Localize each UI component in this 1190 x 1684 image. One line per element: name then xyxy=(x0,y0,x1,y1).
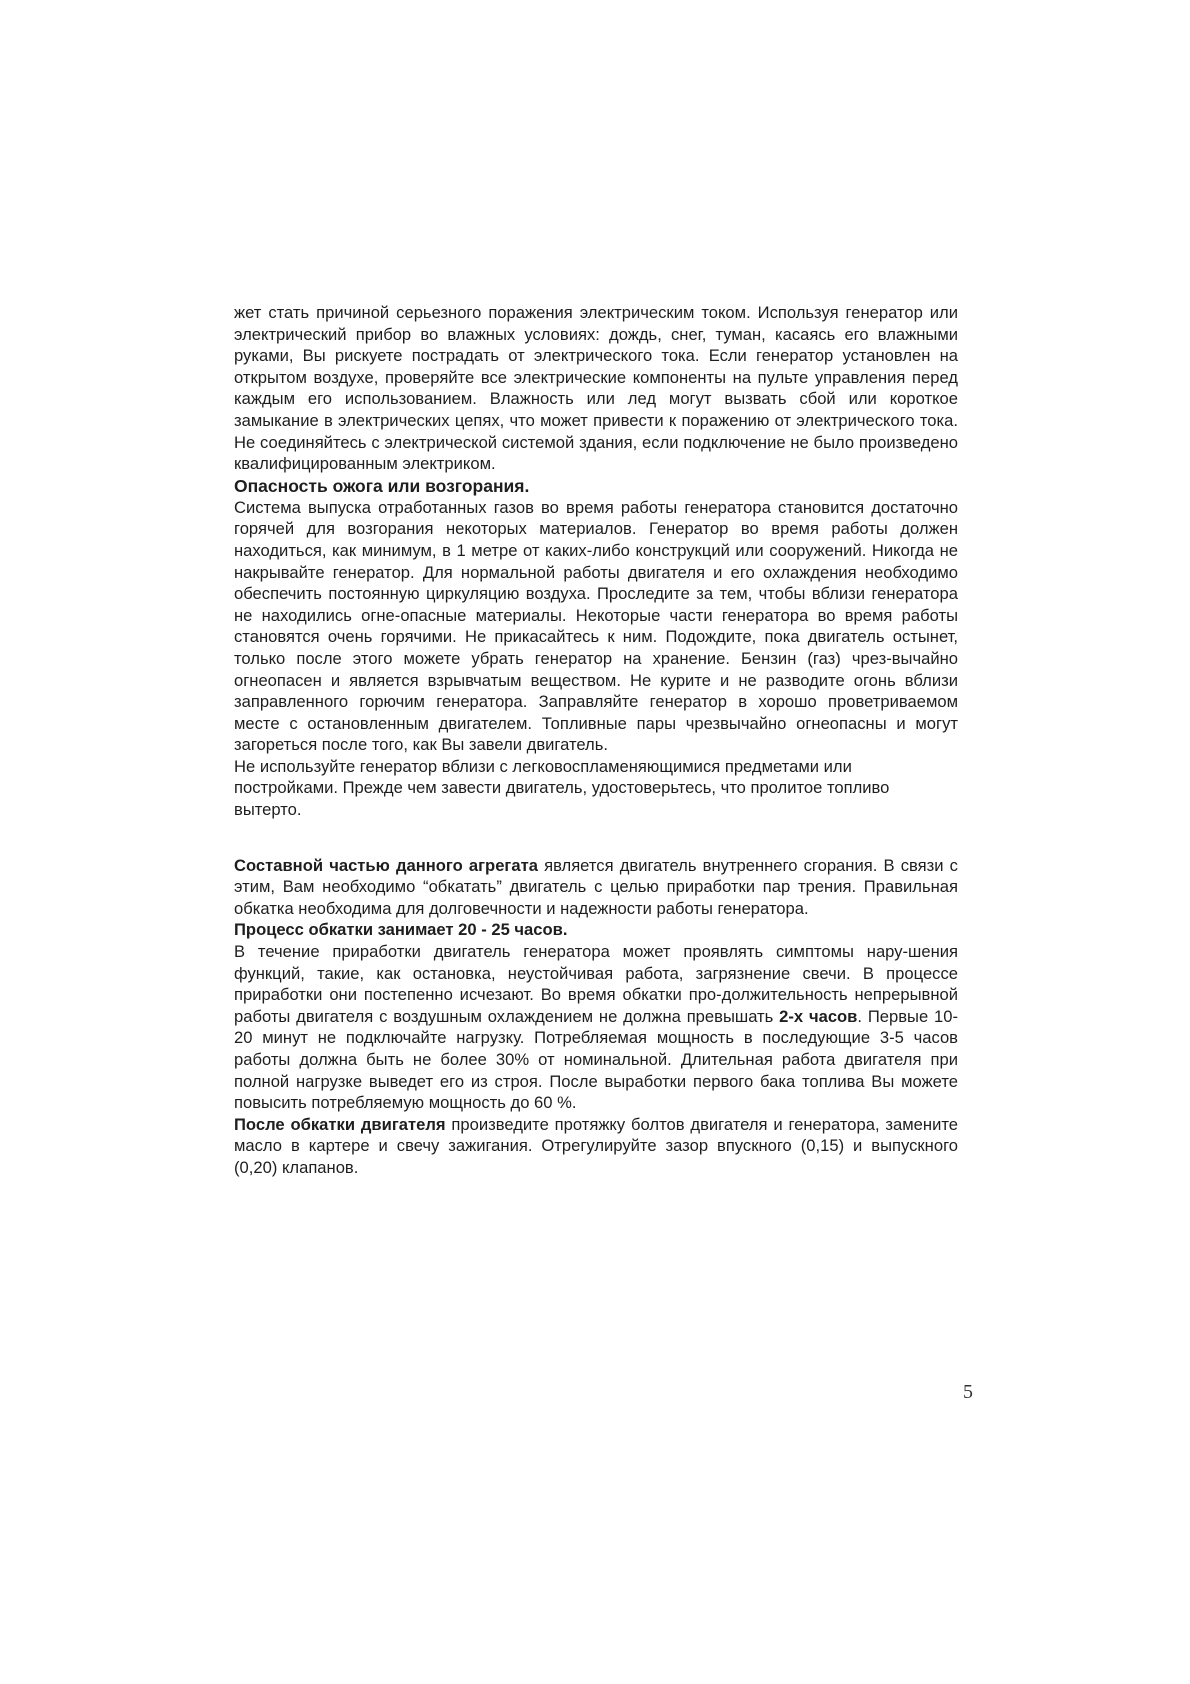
after-break-in-paragraph xyxy=(234,1114,958,1179)
engine-component-lead: Составной частью данного агрегата xyxy=(234,855,538,875)
section-spacer xyxy=(234,821,958,855)
engine-component-paragraph xyxy=(234,855,958,920)
burn-fire-paragraph: Система выпуска отработанных газов во время работы генератора становится достаточно горячей для возгорания некоторых материалов. Генератор во время работы должен находиться, как минимум, в 1 метре от каких-либо конструкций или сооружений. Никогда не накрывайте генератор. Для нормальной работы двигателя и его охлаждения необходимо обеспечить постоянную циркуляцию воздуха. Проследите за тем, чтобы вблизи генератора не находились огне-опасные материалы. Некоторые части генератора во время работы становятся очень горячими. Не прикасайтесь к ним. Подождите, пока двигатель остынет, только после этого можете убрать генератор на хранение. Бензин (газ) чрез-вычайно огнеопасен и является взрывчатым веществом. Не курите и не разводите огонь вблизи заправленного горючим генератора. Заправляйте генератор в хорошо проветриваемом месте с остановленным двигателем. Топливные пары чрезвычайно огнеопасны и могут загореться после того, как Вы завели двигатель. xyxy=(234,497,958,755)
text-column xyxy=(234,302,958,1179)
after-break-in-text: произведите протяжку болтов двигателя и генератора, замените масло в картере и свечу зажигания. Отрегулируйте зазор впускного (0,15) и выпускного (0,20) клапанов. xyxy=(234,1114,958,1177)
break-in-paragraph xyxy=(234,941,958,1114)
after-break-in-lead: После обкатки двигателя xyxy=(234,1114,446,1134)
page-number: 5 xyxy=(963,1381,973,1403)
break-in-hours-bold: 2-х часов xyxy=(779,1006,858,1026)
burn-fire-heading: Опасность ожога или возгорания. xyxy=(234,475,530,496)
break-in-text-part1: В течение приработки двигатель генератора может проявлять симптомы нару-шения функций, такие, как остановка, неустойчивая работа, загрязнение свечи. В процессе приработки они постепенно исчезают. Во время обкатки про-должительность непрерывной работы двигателя с воздушным охлаждением не должна превышать xyxy=(234,942,958,1026)
break-in-text-part2: . Первые 10-20 минут не подключайте нагрузку. Потребляемая мощность в последующие 3-5 часов работы должна быть не более 30% от номинальной. Длительная работа двигателя при полной нагрузке выведет его из строя. После выработки первого бака топлива Вы можете повысить потребляемую мощность до 60 %. xyxy=(234,1006,958,1113)
flammable-objects-paragraph: Не используйте генератор вблизи с легковоспламеняющимися предметами или постройками. Прежде чем завести двигатель, удостоверьтесь, что пролитое топливо вытерто. xyxy=(234,756,890,820)
electric-shock-paragraph: жет стать причиной серьезного поражения электрическим током. Используя генератор или электрический прибор во влажных условиях: дождь, снег, туман, касаясь его влажными руками, Вы рискуете пострадать от электрического тока. Если генератор установлен на открытом воздухе, проверяйте все электрические компоненты на пульте управления перед каждым его использованием. Влажность или лед могут вызвать сбой или короткое замыкание в электрических цепях, что может привести к поражению от электрического тока. Не соединяйтесь с электрической системой здания, если подключение не было произведено квалифицированным электриком. xyxy=(234,303,958,474)
break-in-duration-heading: Процесс обкатки занимает 20 - 25 часов. xyxy=(234,920,568,940)
engine-component-text: является двигатель внутреннего сгорания. В связи с этим, Вам необходимо “обкатать” двигатель с целью приработки пар трения. Правильная обкатка необходима для долговечности и надежности работы генератора. xyxy=(234,855,958,918)
